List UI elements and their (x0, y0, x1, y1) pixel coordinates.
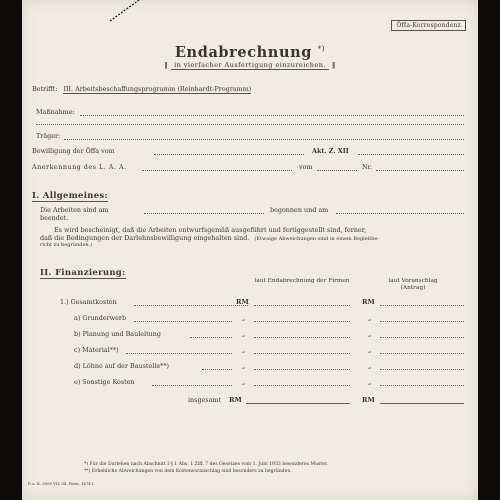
certification-note-cont: richt zu begründen.) (40, 242, 93, 248)
correspondence-tag: Öffa-Korrespondenz (391, 20, 466, 31)
leader-dots (190, 337, 232, 338)
cost-item-wages: d) Löhne auf der Baustelle**) (74, 362, 170, 370)
grand-total-estimate-field[interactable] (380, 403, 464, 404)
works-started-label: Die Arbeiten sind am (40, 206, 109, 214)
column-header-final: laut Endabrechnung der Firmen (254, 278, 350, 284)
currency-rm: RM (229, 396, 242, 404)
certification-text-cont: daß die Bedingungen der Darlehnsbewilligung eingehalten sind. (Etwaige Abweichungen sind in einem Begleitbe- (40, 234, 380, 242)
certification-note: (Etwaige Abweichungen sind in einem Begleitbe- (254, 236, 380, 242)
recognition-date-field[interactable] (317, 170, 357, 171)
title-subtitle: ‖ in vierfacher Ausfertigung einzureichen. ‖ (164, 61, 336, 69)
land-final-field[interactable] (254, 321, 350, 322)
file-ref-label: Akt. Z. XII (312, 147, 349, 155)
subject-value: III. Arbeitsbeschaffungsprogramm (Reinhardt-Programm) (63, 85, 252, 93)
ditto-mark: „ (368, 330, 372, 338)
section-financing-heading: II. Finanzierung: (40, 268, 126, 278)
total-cost-estimate-field[interactable] (380, 305, 464, 306)
cost-item-planning: b) Planung und Bauleitung (74, 330, 161, 338)
material-final-field[interactable] (254, 353, 350, 354)
measure-field[interactable] (80, 115, 464, 116)
wages-final-field[interactable] (254, 369, 350, 370)
ditto-mark: „ (242, 378, 246, 386)
corner-cut-line (110, 0, 140, 22)
certification-text: Es wird bescheinigt, daß die Arbeiten entwurfsgemäß ausgeführt und fertiggestellt sind, ferner, (54, 226, 367, 234)
recognition-number-field[interactable] (376, 170, 464, 171)
land-estimate-field[interactable] (380, 321, 464, 322)
currency-rm: RM (236, 298, 249, 306)
footnote-deviations: **) Erhebliche Abweichungen von dem Kostenvoranschlag sind besonders zu begründen. (84, 469, 292, 474)
recognition-field[interactable] (142, 170, 292, 171)
wages-estimate-field[interactable] (380, 369, 464, 370)
leader-dots (134, 321, 232, 322)
material-estimate-field[interactable] (380, 353, 464, 354)
works-ended-suffix: beendet. (40, 214, 69, 222)
subject-line (32, 85, 251, 93)
measure-field-cont[interactable] (36, 124, 464, 125)
other-final-field[interactable] (254, 385, 350, 386)
ditto-mark: „ (242, 362, 246, 370)
document-title (22, 44, 478, 61)
currency-rm: RM (362, 298, 375, 306)
file-ref-field[interactable] (358, 154, 464, 155)
planning-final-field[interactable] (254, 337, 350, 338)
leader-dots (202, 369, 232, 370)
title-footnote-mark: *) (317, 45, 326, 54)
works-end-date-field[interactable] (336, 213, 464, 214)
section-general-heading: I. Allgemeines: (32, 191, 108, 201)
form-sheet (22, 0, 478, 500)
currency-rm: RM (362, 396, 375, 404)
ditto-mark: „ (242, 346, 246, 354)
cost-item-other: e) Sonstige Kosten (74, 378, 135, 386)
measure-label: Maßnahme: (36, 108, 75, 116)
planning-estimate-field[interactable] (380, 337, 464, 338)
carrier-label: Träger: (36, 132, 61, 140)
other-estimate-field[interactable] (380, 385, 464, 386)
cost-item-material: c) Material**) (74, 346, 119, 354)
approval-label: Bewilligung der Öffa vom (32, 147, 115, 155)
recognition-number-label: Nr. (362, 163, 372, 171)
works-start-date-field[interactable] (144, 213, 264, 214)
subject-label: Betrifft: (32, 85, 58, 93)
ditto-mark: „ (368, 378, 372, 386)
column-header-estimate: laut Voranschlag (Antrag) (388, 278, 438, 291)
ditto-mark: „ (368, 346, 372, 354)
total-cost-final-field[interactable] (254, 305, 350, 306)
cost-item-total: 1.) Gesamtkosten (60, 298, 117, 306)
print-code: P. u. K. 5000 VII. 34. Form. 1674 I (28, 481, 94, 486)
works-ended-label: begonnen und am (270, 206, 329, 214)
recognition-date-label: vom (299, 163, 313, 171)
grand-total-final-field[interactable] (246, 403, 350, 404)
approval-date-field[interactable] (154, 154, 304, 155)
title-text: Endabrechnung (174, 44, 312, 61)
footnote-special-form: *) Für die Darlehen nach Abschnitt I § 1 Abs. 1 Ziff. 7 des Gesetzes vom 1. Juni 1933 besonderes Muster. (84, 462, 329, 467)
ditto-mark: „ (242, 330, 246, 338)
ditto-mark: „ (242, 314, 246, 322)
carrier-field[interactable] (64, 139, 464, 140)
leader-dots (134, 305, 248, 306)
leader-dots (126, 353, 232, 354)
total-label: insgesamt (188, 396, 222, 404)
leader-dots (152, 385, 232, 386)
ditto-mark: „ (368, 314, 372, 322)
ditto-mark: „ (368, 362, 372, 370)
footnotes (84, 461, 328, 475)
recognition-label: Anerkennung des L. A. A. (32, 163, 127, 171)
cost-item-land: a) Grunderwerb (74, 314, 127, 322)
